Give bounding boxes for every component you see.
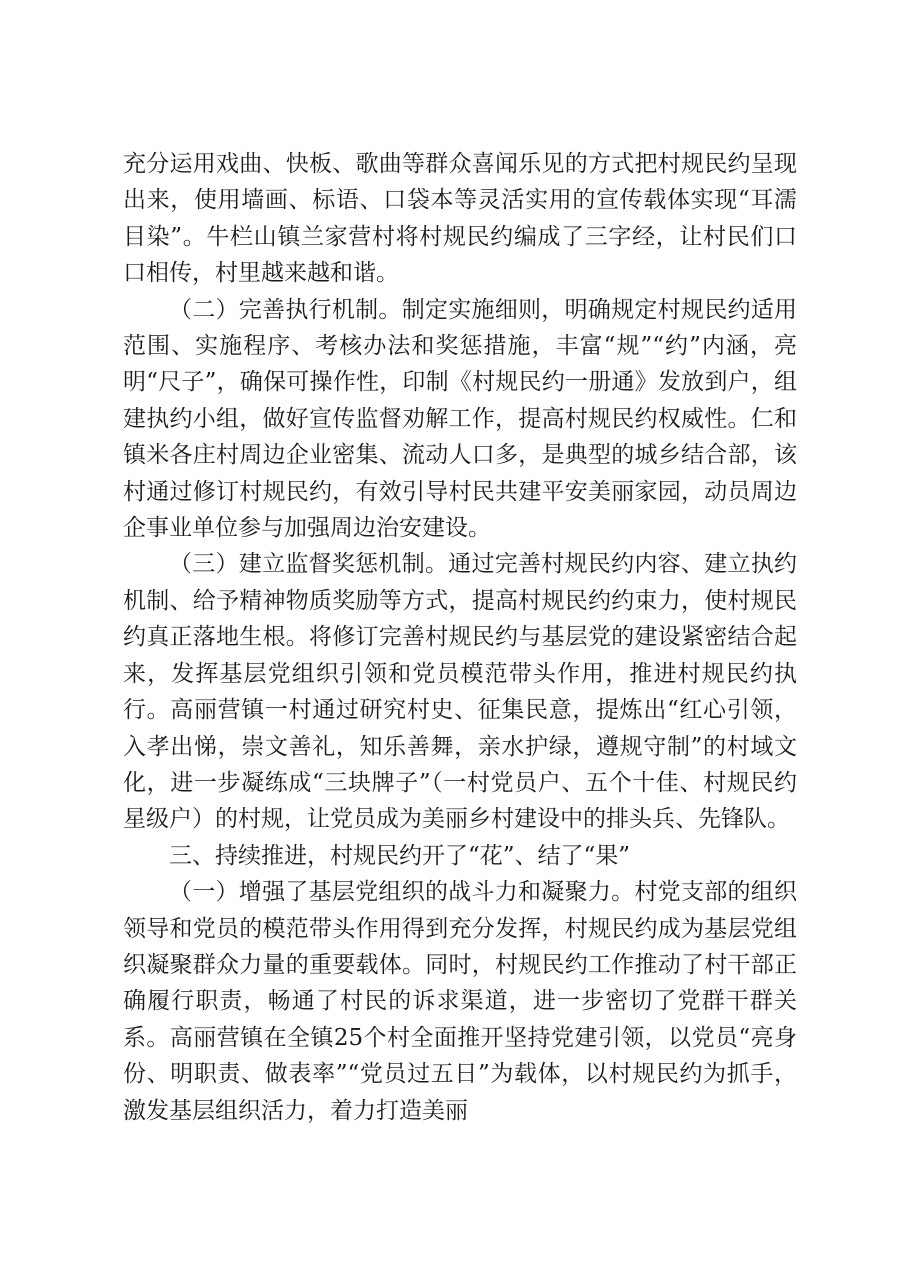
body-paragraph-party-organization: （一）增强了基层党组织的战斗力和凝聚力。村党支部的组织领导和党员的模范带头作用得到充分发挥，村规民约成为基层党组织凝聚群众力量的重要载体。同时，村规民约工作推动了村干部正确履行职责，畅通了村民的诉求渠道，进一步密切了党群干群关系。高丽营镇在全镇25个村全面推开坚持党建引领，以党员“亮身份、明职责、做表率”“党员过五日”为载体，以村规民约为抓手，激发基层组织活力，着力打造美丽 xyxy=(123,879,797,1124)
body-paragraph-continuation: 充分运用戏曲、快板、歌曲等群众喜闻乐见的方式把村规民约呈现出来，使用墙画、标语、口袋本等灵活实用的宣传载体实现“耳濡目染”。牛栏山镇兰家营村将村规民约编成了三字经，让村民们口口相传，村里越来越和谐。 xyxy=(123,151,797,287)
body-paragraph-supervision-mechanism: （三）建立监督奖惩机制。通过完善村规民约内容、建立执约机制、给予精神物质奖励等方式，提高村规民约约束力，使村规民约真正落地生根。将修订完善村规民约与基层党的建设紧密结合起来，发挥基层党组织引领和党员模范带头作用，推进村规民约执行。高丽营镇一村通过研究村史、征集民意，提炼出“红心引领，入孝出悌，崇文善礼，知乐善舞，亲水护绿，遵规守制”的村域文化，进一步凝练成“三块牌子”（一村党员户、五个十佳、村规民约星级户）的村规，让党员成为美丽乡村建设中的排头兵、先锋队。 xyxy=(123,551,797,833)
body-paragraph-execution-mechanism: （二）完善执行机制。制定实施细则，明确规定村规民约适用范围、实施程序、考核办法和奖惩措施，丰富“规”“约”内涵，亮明“尺子”，确保可操作性，印制《村规民约一册通》发放到户，组建执约小组，做好宣传监督劝解工作，提高村规民约权威性。仁和镇米各庄村周边企业密集、流动人口多，是典型的城乡结合部，该村通过修订村规民约，有效引导村民共建平安美丽家园，动员周边企事业单位参与加强周边治安建设。 xyxy=(123,296,797,542)
section-heading-three: 三、持续推进，村规民约开了“花”、结了“果” xyxy=(169,842,631,869)
document-page xyxy=(123,146,797,1129)
